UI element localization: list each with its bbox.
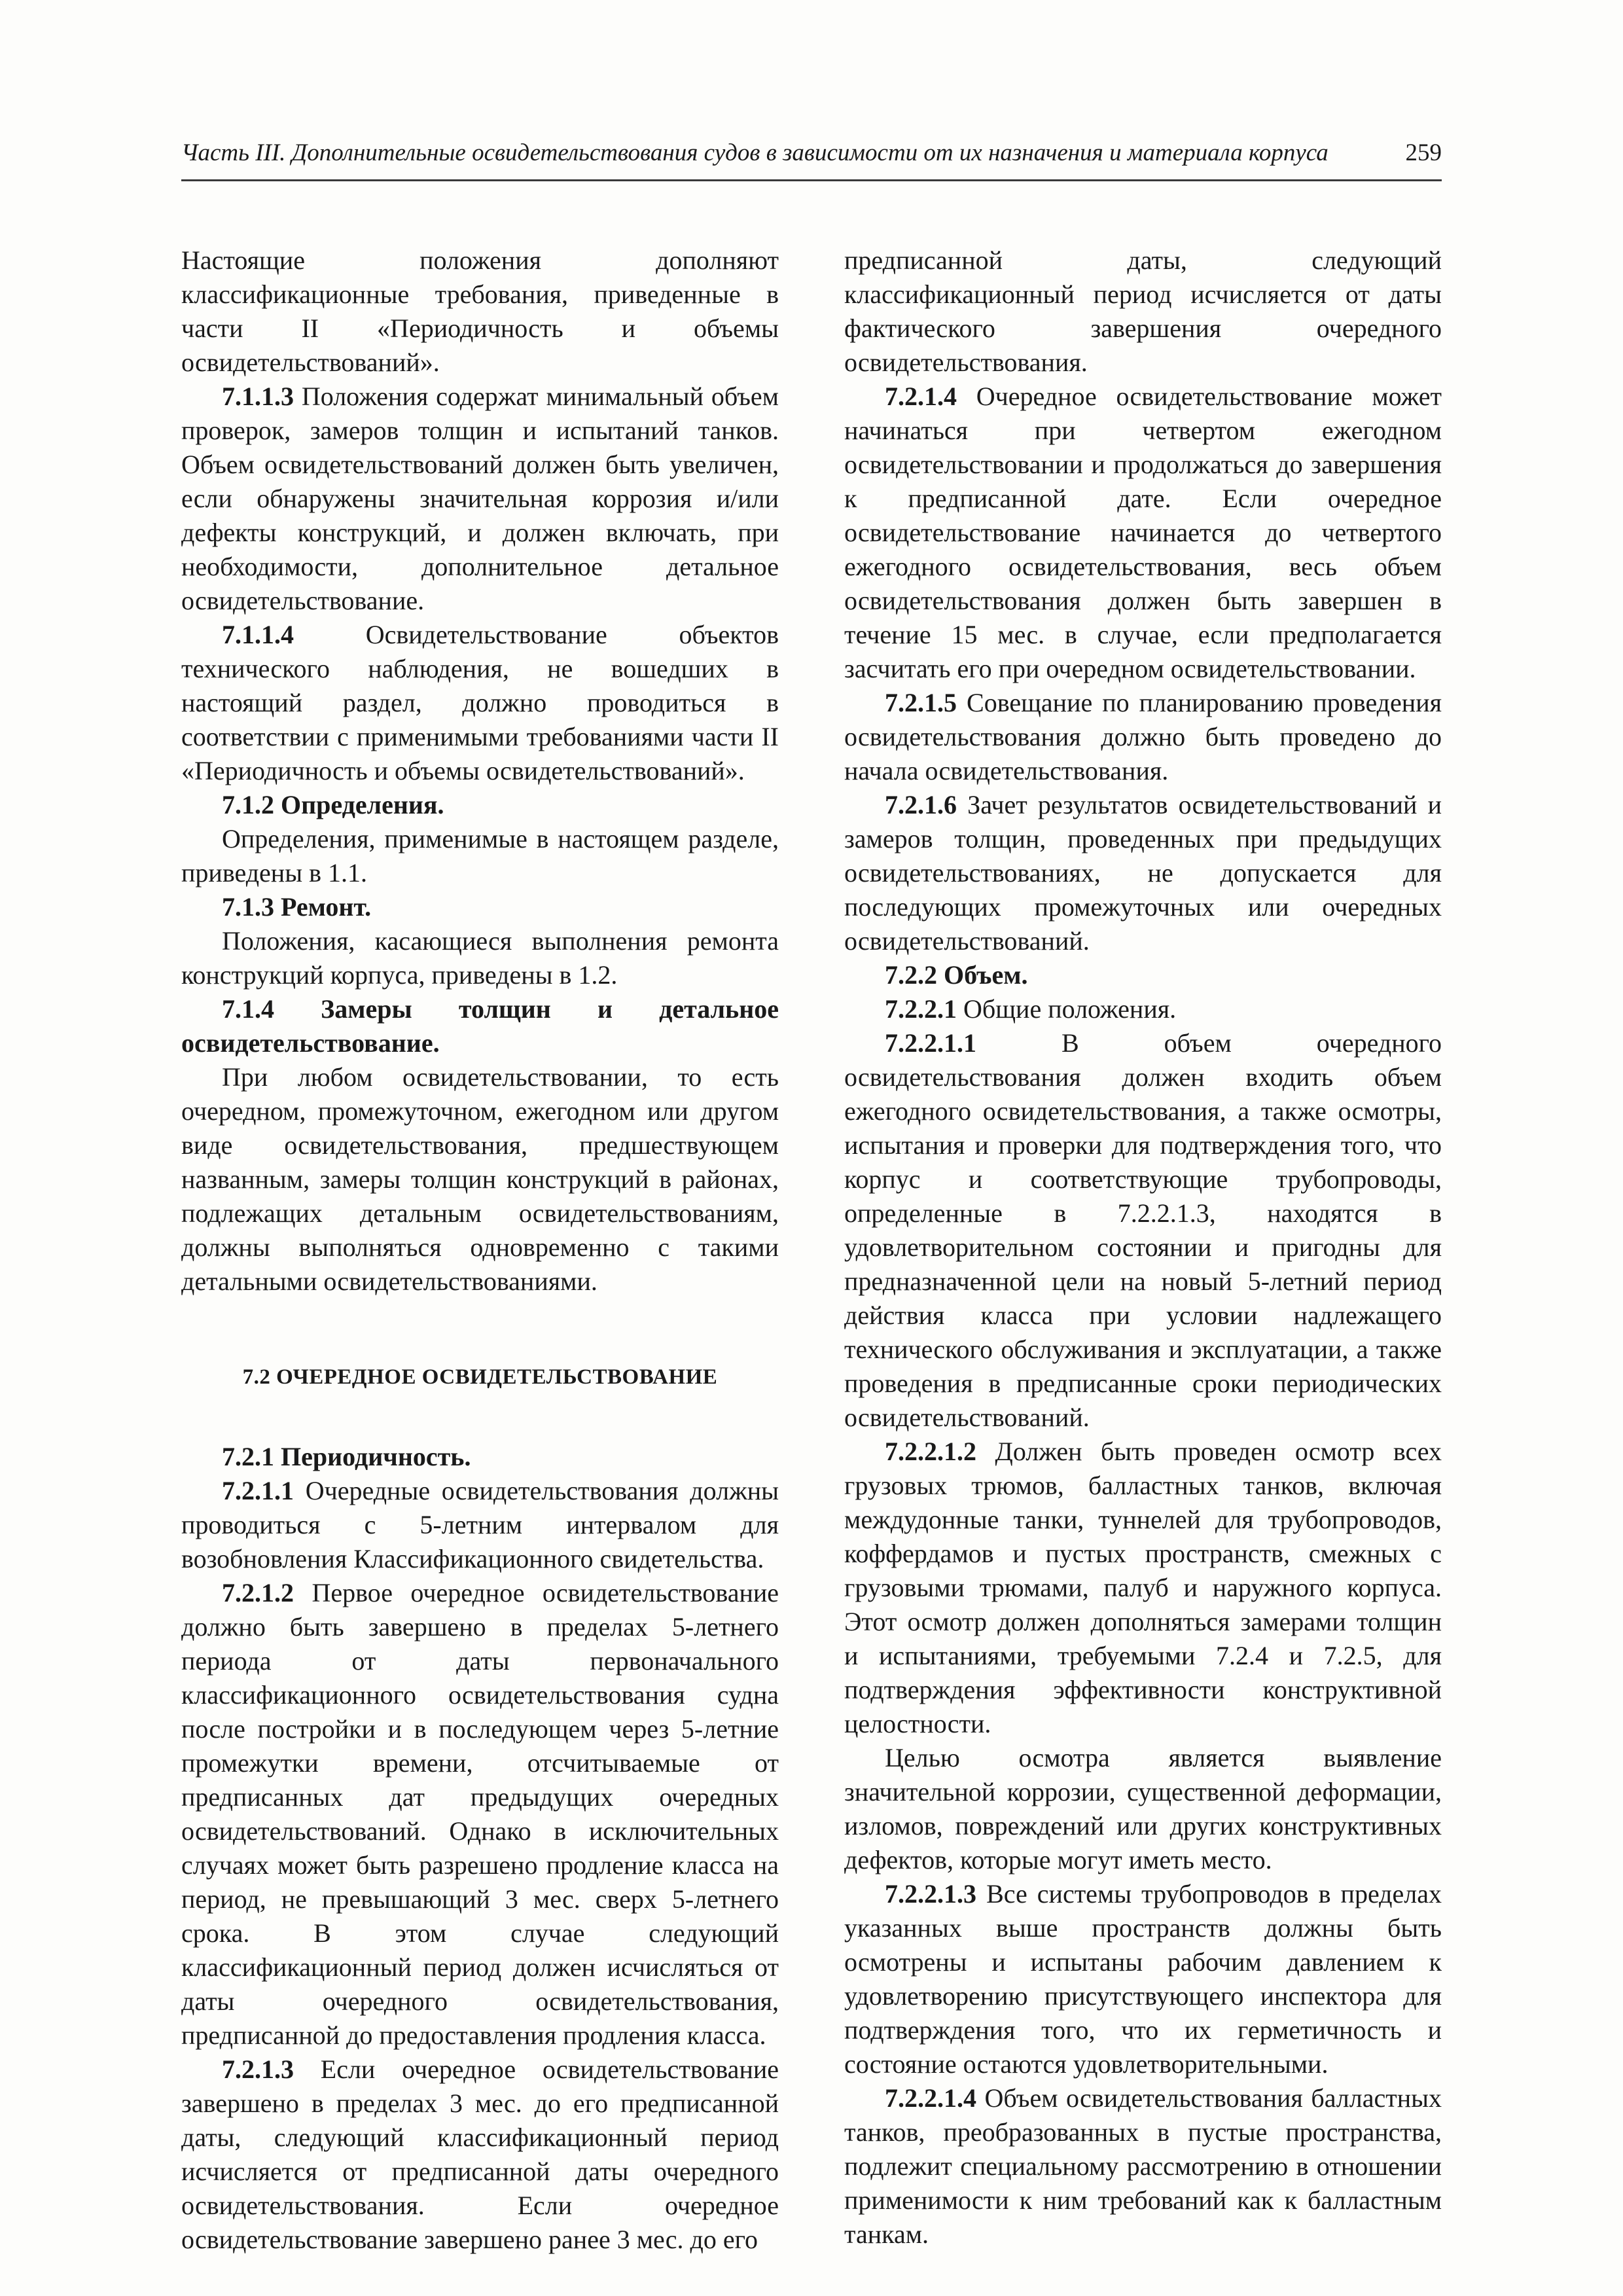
section-heading: 7.2 ОЧЕРЕДНОЕ ОСВИДЕТЕЛЬСТВОВАНИЕ [242,1365,718,1389]
paragraph: 7.2.2.1 Общие положения. [885,994,1177,1024]
clause-number: 7.2.1.4 [885,382,957,411]
clause-heading: 7.1.3 Ремонт. [222,892,372,922]
clause-number: 7.2.1.5 [885,688,957,717]
paragraph: 7.2.1.5 Совещание по планированию проведения освидетельствования должно быть проведено до начала освидетельствования. [844,688,1442,785]
running-head-title: Часть III. Дополнительные освидетельствования судов в зависимости от их назначения и материала корпуса [181,139,1329,166]
left-column [181,243,779,2257]
clause-number: 7.2 [242,1365,271,1389]
paragraph: 7.1.1.3 Положения содержат минимальный объем проверок, замеров толщин и испытаний танков. Объем освидетельствований должен быть увеличен, если обнаружены значительная коррозия и/или дефекты конструкций, и должен включать, при необходимости, дополнительное детальное освидетельствование. [181,382,779,615]
clause-number: 7.2.1.6 [885,790,957,819]
paragraph: 7.2.1.2 Первое очередное освидетельствование должно быть завершено в пределах 5-летнего периода от даты первоначального классификационного освидетельствования судна после постройки и в последующем через 5-летние промежутки времени, отсчитываемые от предписанных дат предыдущих очередных освидетельствований. Однако в исключительных случаях может быть разрешено продление класса на период, не превышающий 3 мес. сверх 5-летнего срока. В этом случае следующий классификационный период должен исчисляться от даты очередного освидетельствования, предписанной до предоставления продления класса. [181,1578,779,2050]
paragraph: 7.2.1.6 Зачет результатов освидетельствований и замеров толщин, проведенных при предыдущих освидетельствованиях, не допускается для последующих промежуточных или очередных освидетельствований. [844,790,1442,956]
paragraph: 7.2.2.1.1 В объем очередного освидетельствования должен входить объем ежегодного освидетельствования, а также осмотры, испытания и проверки для подтверждения того, что корпус и соответствующие трубопроводы, определенные в 7.2.2.1.3, находятся в удовлетворительном состоянии и пригодны для предназначенной цели на новый 5-летний период действия класса при условии надлежащего технического обслуживания и эксплуатации, а также проведения в предписанные сроки периодических освидетельствований. [844,1028,1442,1432]
clause-number: 7.2.1 [222,1442,274,1471]
paragraph-continuation: предписанной даты, следующий классификационный период исчисляется от даты фактического завершения очередного освидетельствования. [844,245,1442,377]
paragraph: Определения, применимые в настоящем разделе, приведены в 1.1. [181,824,779,888]
page-header [181,139,1442,181]
clause-number: 7.2.1.2 [222,1578,294,1607]
page-number: 259 [1405,139,1442,166]
clause-number: 7.2.2.1.4 [885,2083,976,2113]
clause-heading: 7.1.2 Определения. [222,790,444,819]
paragraph: 7.2.1.3 Если очередное освидетельствование завершено в пределах 3 мес. до его предписанной даты, следующий классификационный период исчисляется от предписанной даты очередного освидетельствования. Если очередное освидетельствование завершено ранее 3 мес. до его [181,2054,779,2254]
clause-number: 7.2.1.3 [222,2054,294,2084]
clause-number: 7.1.2 [222,790,274,819]
paragraph: 7.2.2.1.2 Должен быть проведен осмотр всех грузовых трюмов, балластных танков, включая междудонные танки, туннелей для трубопроводов, коффердамов и пустых пространств, смежных с грузовыми трюмами, палуб и наружного корпуса. Этот осмотр должен дополняться замерами толщин и испытаниями, требуемыми 7.2.4 и 7.2.5, для подтверждения эффективности конструктивной целостности. [844,1437,1442,1738]
paragraph: 7.2.1.1 Очередные освидетельствования должны проводиться с 5-летним интервалом для возобновления Классификационного свидетельства. [181,1476,779,1573]
clause-number: 7.1.1.4 [222,620,294,649]
clause-number: 7.2.2.1 [885,994,957,1024]
clause-heading: 7.2.2 Объем. [885,960,1028,990]
clause-number: 7.2.2.1.1 [885,1028,976,1058]
clause-heading: 7.1.4 Замеры толщин и детальное освидетельствование. [181,994,779,1058]
paragraph: 7.2.1.4 Очередное освидетельствование может начинаться при четвертом ежегодном освидетельствовании и продолжаться до завершения к предписанной дате. Если очередное освидетельствование начинается до четвертого ежегодного освидетельствования, весь объем освидетельствования должен быть завершен в течение 15 мес. в случае, если предполагается засчитать его при очередном освидетельствовании. [844,382,1442,683]
clause-heading: 7.2.1 Периодичность. [222,1442,471,1471]
paragraph-continuation: Настоящие положения дополняют классификационные требования, приведенные в части II «Периодичность и объемы освидетельствований». [181,245,779,377]
two-column-text-block [181,243,1442,2257]
paragraph: 7.2.2.1.4 Объем освидетельствования балластных танков, преобразованных в пустые пространства, подлежит специальному рассмотрению в отношении применимости к ним требований как к балластным танкам. [844,2083,1442,2249]
paragraph: Целью осмотра является выявление значительной коррозии, существенной деформации, изломов, повреждений или других конструктивных дефектов, которые могут иметь место. [844,1743,1442,1874]
clause-number: 7.1.3 [222,892,274,922]
paragraph: При любом освидетельствовании, то есть очередном, промежуточном, ежегодном или другом виде освидетельствования, предшествующем названным, замеры толщин конструкций в районах, подлежащих детальным освидетельствованиям, должны выполняться одновременно с такими детальными освидетельствованиями. [181,1062,779,1296]
clause-number: 7.2.1.1 [222,1476,294,1505]
paragraph: 7.2.2.1.3 Все системы трубопроводов в пределах указанных выше пространств должны быть осмотрены и испытаны рабочим давлением к удовлетворению присутствующего инспектора для подтверждения того, что их герметичность и состояние остаются удовлетворительными. [844,1879,1442,2079]
clause-number: 7.2.2.1.3 [885,1879,976,1909]
clause-number: 7.1.1.3 [222,382,294,411]
clause-number: 7.2.2 [885,960,937,990]
paragraph: Положения, касающиеся выполнения ремонта конструкций корпуса, приведены в 1.2. [181,926,779,990]
clause-number: 7.1.4 [222,994,274,1024]
paragraph: 7.1.1.4 Освидетельствование объектов технического наблюдения, не вошедших в настоящий раздел, должно проводиться в соответствии с применимыми требованиями части II «Периодичность и объемы освидетельствований». [181,620,779,785]
right-column [844,243,1442,2257]
clause-number: 7.2.2.1.2 [885,1437,976,1466]
